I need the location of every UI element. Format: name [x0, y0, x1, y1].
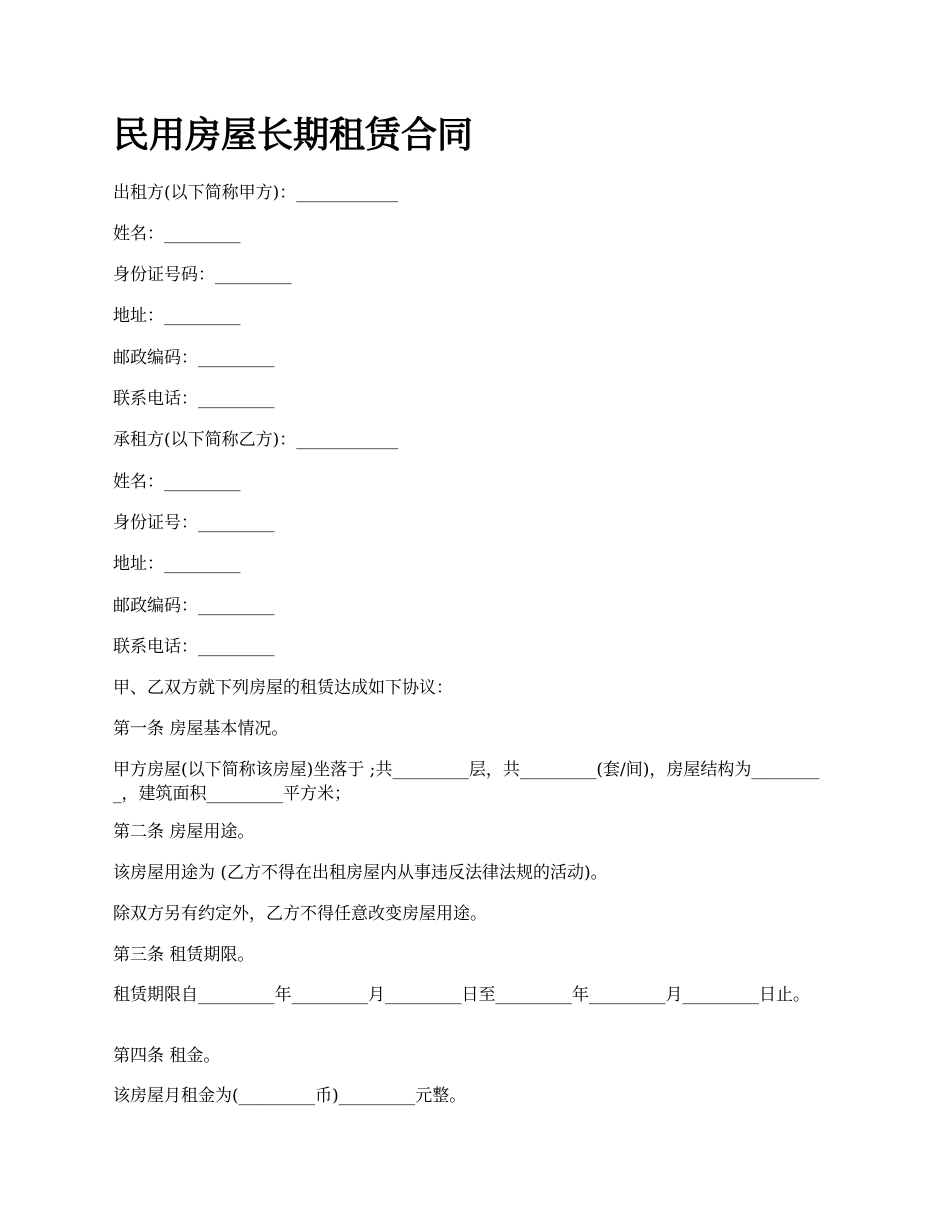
article-1-heading: 第一条 房屋基本情况。	[113, 719, 289, 739]
article-2-note: 除双方另有约定外，乙方不得任意改变房屋用途。	[113, 904, 487, 924]
lessee-name: 姓名：_________	[113, 472, 241, 492]
lessor-phone: 联系电话：_________	[113, 389, 275, 409]
article-1-body: 甲方房屋(以下简称该房屋)坐落于 ;共_________层，共_________(套/间)，房屋结构为_________，建筑面积_________平方米；	[113, 760, 820, 804]
lessor-address: 地址：_________	[113, 306, 241, 326]
article-3-body: 租赁期限自_________年_________月_________日至_________年_________月_________日止。	[113, 985, 810, 1005]
article-4-heading: 第四条 租金。	[113, 1046, 221, 1066]
lessee-postcode: 邮政编码：_________	[113, 596, 275, 616]
agreement-intro: 甲、乙双方就下列房屋的租赁达成如下协议：	[113, 678, 453, 698]
lessor-postcode: 邮政编码：_________	[113, 348, 275, 368]
lessor-id-number: 身份证号码：_________	[113, 265, 292, 285]
article-4-body: 该房屋月租金为(_________币)_________元整。	[113, 1086, 467, 1106]
lessee-address: 地址：_________	[113, 554, 241, 574]
document-title: 民用房屋长期租赁合同	[113, 115, 474, 156]
article-2-body: 该房屋用途为 (乙方不得在出租房屋内从事违反法律法规的活动)。	[113, 863, 608, 883]
article-3-heading: 第三条 租赁期限。	[113, 945, 255, 965]
lessee-heading: 承租方(以下简称乙方)：____________	[113, 430, 399, 450]
lessee-id-number: 身份证号：_________	[113, 513, 275, 533]
article-2-heading: 第二条 房屋用途。	[113, 822, 255, 842]
lessor-name: 姓名：_________	[113, 224, 241, 244]
lessor-heading: 出租方(以下简称甲方)：____________	[113, 183, 399, 203]
lessee-phone: 联系电话：_________	[113, 637, 275, 657]
